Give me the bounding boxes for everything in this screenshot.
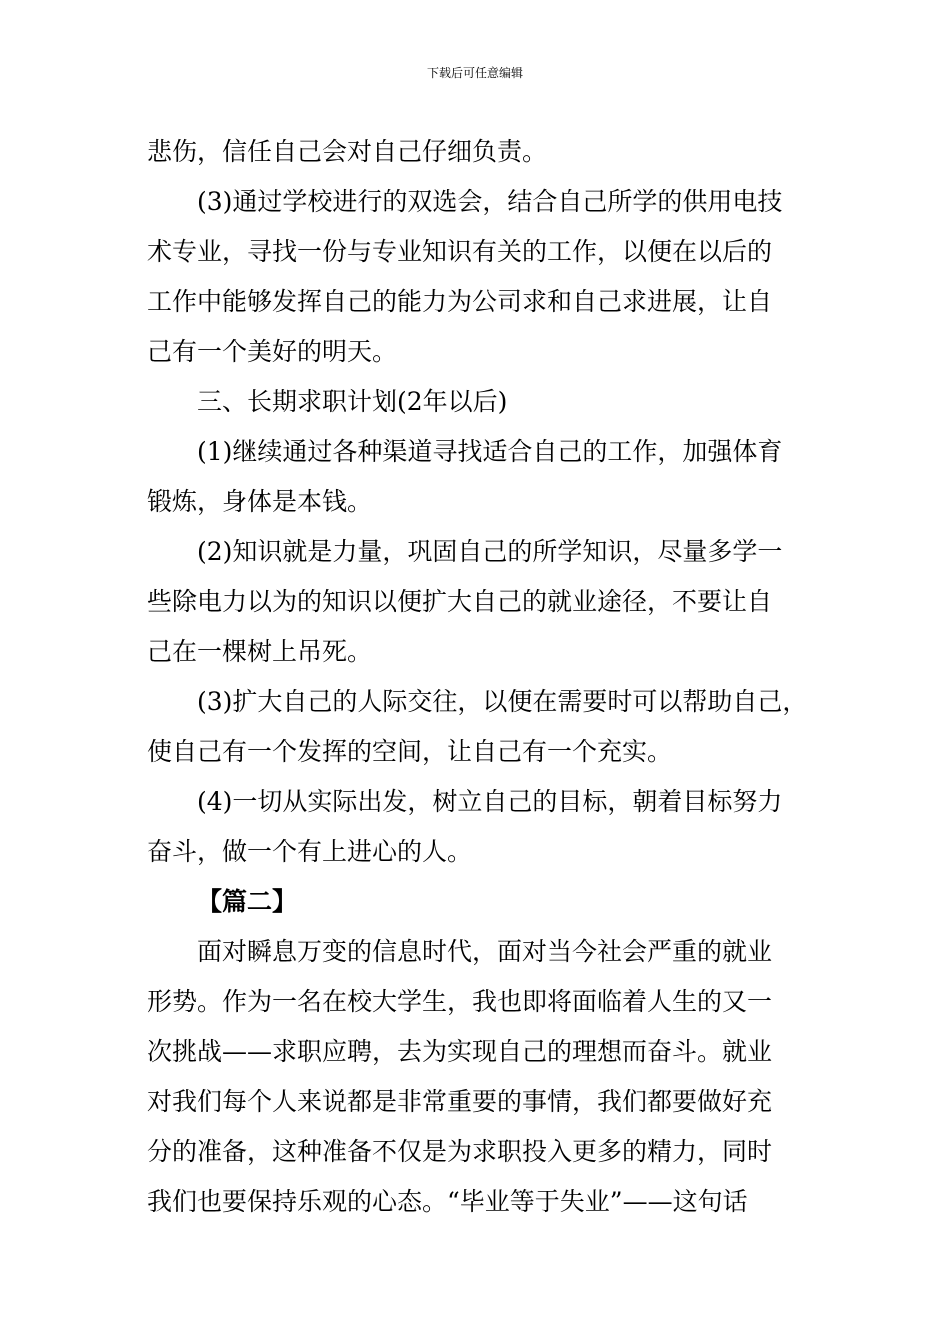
page-header: 下载后可任意编辑 [426, 66, 523, 80]
text-line: 分的准备，这种准备不仅是为求职投入更多的精力，同时 [147, 1137, 773, 1166]
text-line: 悲伤，信任自己会对自己仔细负责。 [147, 137, 548, 166]
document-body [147, 127, 827, 1227]
text-line: 些除电力以为的知识以便扩大自己的就业途径，不要让自 [147, 587, 773, 616]
text-line: 己有一个美好的明天。 [147, 337, 398, 366]
text-line: 我们也要保持乐观的心态。“毕业等于失业”——这句话 [147, 1187, 748, 1216]
text-line: 使自己有一个发挥的空间，让自己有一个充实。 [147, 737, 673, 766]
text-line: 术专业，寻找一份与专业知识有关的工作，以便在以后的 [147, 237, 773, 266]
part-heading: 【篇二】 [197, 887, 298, 916]
text-line: 锻炼，身体是本钱。 [147, 487, 373, 516]
text-line: 形势。作为一名在校大学生，我也即将面临着人生的又一 [147, 987, 773, 1016]
text-line: 工作中能够发挥自己的能力为公司求和自己求进展，让自 [147, 287, 773, 316]
section-heading: 三、长期求职计划(2年以后) [197, 387, 508, 416]
text-line: 己在一棵树上吊死。 [147, 637, 373, 666]
text-line: (3)通过学校进行的双选会，结合自己所学的供用电技 [197, 187, 783, 216]
text-line: (4)一切从实际出发，树立自己的目标，朝着目标努力 [197, 787, 783, 816]
text-line: (3)扩大自己的人际交往，以便在需要时可以帮助自己， [197, 687, 808, 716]
text-line: 奋斗，做一个有上进心的人。 [147, 837, 473, 866]
text-line: 面对瞬息万变的信息时代，面对当今社会严重的就业 [197, 937, 773, 966]
text-line: 对我们每个人来说都是非常重要的事情，我们都要做好充 [147, 1087, 773, 1116]
text-line: (2)知识就是力量，巩固自己的所学知识，尽量多学一 [197, 537, 783, 566]
text-line: (1)继续通过各种渠道寻找适合自己的工作，加强体育 [197, 437, 783, 466]
text-line: 次挑战——求职应聘，去为实现自己的理想而奋斗。就业 [147, 1037, 773, 1066]
